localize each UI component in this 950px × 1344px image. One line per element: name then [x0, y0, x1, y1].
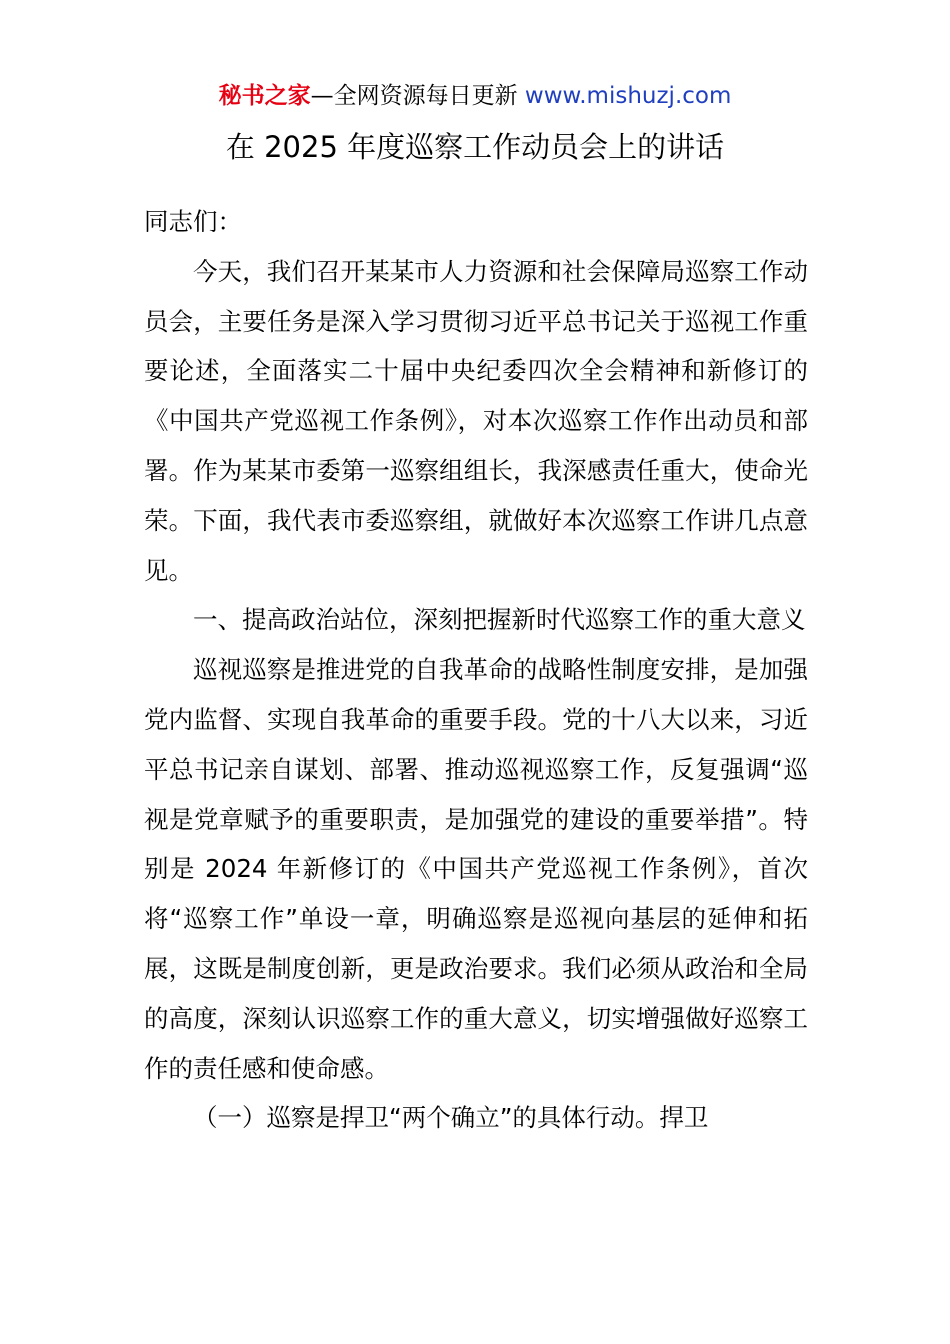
paragraph-significance: 巡视巡察是推进党的自我革命的战略性制度安排，是加强党内监督、实现自我革命的重要手段。党的十八大以来，习近平总书记亲自谋划、部署、推动巡视巡察工作，反复强调“巡视是党章赋予的重要职责，是加强党的建设的重要举措”。特别是 2024 年新修订的《中国共产党巡视工作条例》，首次将“巡察工作”单设一章，明确巡察是巡视向基层的延伸和拓展，这既是制度创新，更是政治要求。我们必须从政治和全局的高度，深刻认识巡察工作的重大意义，切实增强做好巡察工作的责任感和使命感。	[144, 655, 808, 1083]
brand-name: 秘书之家	[218, 83, 311, 109]
site-tagline: —全网资源每日更新	[310, 83, 518, 109]
section-heading-1: 一、提高政治站位，深刻把握新时代巡察工作的重大意义	[193, 605, 806, 635]
site-header	[0, 80, 950, 112]
document-body	[144, 197, 808, 1143]
document-title: 在 2025 年度巡察工作动员会上的讲话	[225, 130, 725, 164]
subsection-heading-1: （一）巡察是捍卫“两个确立”的具体行动。捍卫	[193, 1103, 709, 1133]
salutation: 同志们：	[144, 207, 242, 236]
paragraph-intro: 今天，我们召开某某市人力资源和社会保障局巡察工作动员会，主要任务是深入学习贯彻习近平总书记关于巡视工作重要论述，全面落实二十届中央纪委四次全会精神和新修订的《中国共产党巡视工作条例》，对本次巡察工作作出动员和部署。作为某某市委第一巡察组组长，我深感责任重大，使命光荣。下面，我代表市委巡察组，就做好本次巡察工作讲几点意见。	[144, 256, 808, 585]
site-url-link[interactable]: www.mishuzj.com	[524, 83, 732, 109]
